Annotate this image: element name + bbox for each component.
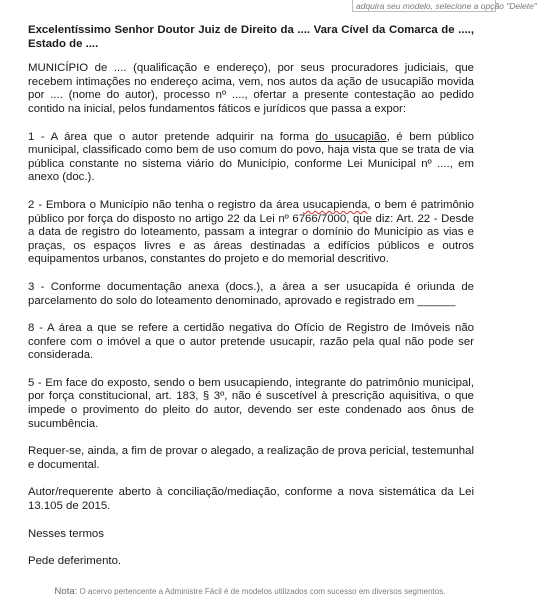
paragraph-1-text-a: 1 - A área que o autor pretende adquirir na forma xyxy=(28,130,316,143)
paragraph-4: 8 - A área a que se refere a certidão negativa do Ofício de Registro de Imóveis não confere com o imóvel a que o autor pretende usucapir, razão pela qual não pode ser considerada. xyxy=(28,322,474,362)
closing-line: Nesses termos xyxy=(28,527,104,540)
footer-note xyxy=(0,587,500,597)
tooltip-text: adquira seu modelo, selecione a opção "Delete" xyxy=(356,1,537,11)
document-heading: Excelentíssimo Senhor Doutor Juiz de Direito da .... Vara Cível da Comarca de ...., Estado de .... xyxy=(28,24,474,50)
request-line: Pede deferimento. xyxy=(28,555,122,568)
paragraph-5: 5 - Em face do exposto, sendo o bem usucapiendo, integrante do patrimônio municipal, por força constitucional, art. 183, § 3º, não é suscetível à prescrição aquisitiva, o que impede o provimento do pleito do autor, devendo ser este condenado aos ônus de sucumbência. xyxy=(28,376,474,430)
paragraph-7: Autor/requerente aberto à conciliação/mediação, conforme a nova sistemática da Lei 13.105 de 2015. xyxy=(28,486,474,513)
underlined-term: do usucapião xyxy=(315,130,387,143)
paragraph-1 xyxy=(28,131,474,185)
paragraph-2-text-b: , o bem é patrimônio público por força do disposto no artigo 22 da Lei nº 6766/7000, que diz: Art. 22 - Desde a data de registro do loteamento, passam a integrar o domínio do Município as vias e praças, os espaços livres e as áreas destinadas a edifícios públicos e outros equipamentos urbanos, constantes do projeto e do memorial descritivo. xyxy=(28,198,474,266)
spellcheck-flagged-word: usucapienda xyxy=(302,198,368,211)
footer-note-text: O acervo pertencente a Administre Fácil é de modelos utilizados com sucesso em diversos segmentos. xyxy=(77,587,446,596)
paragraph-2-text-a: 2 - Embora o Município não tenha o registro da área xyxy=(28,198,303,211)
paragraph-6: Requer-se, ainda, a fim de provar o alegado, a realização de prova pericial, testemunhal e documental. xyxy=(28,445,474,471)
tooltip-box xyxy=(352,0,537,12)
paragraph-3: 3 - Conforme documentação anexa (docs.), a área a ser usucapida é oriunda de parcelamento do solo do loteamento denominado, aprovado e registrado em ______ xyxy=(28,280,474,307)
paragraph-intro: MUNICÍPIO de .... (qualificação e endereço), por seus procuradores judiciais, que recebem intimações no endereço acima, vem, nos autos da ação de usucapião movida por .... (nome do autor), processo nº ...., ofertar a presente contestação ao pedido contido na inicial, pelos fundamentos fáticos e jurídicos que passa a expor: xyxy=(28,62,474,115)
document-body xyxy=(28,24,474,583)
footer-note-label: Nota: xyxy=(54,586,78,597)
paragraph-2 xyxy=(28,199,474,267)
paragraph-1-text-b: , é bem público municipal, classificado como bem de uso comum do povo, haja vista que se trata de via pública constante no sistema viário do Município, conforme Lei Municipal nº ...., em anexo (doc.). xyxy=(28,130,474,184)
